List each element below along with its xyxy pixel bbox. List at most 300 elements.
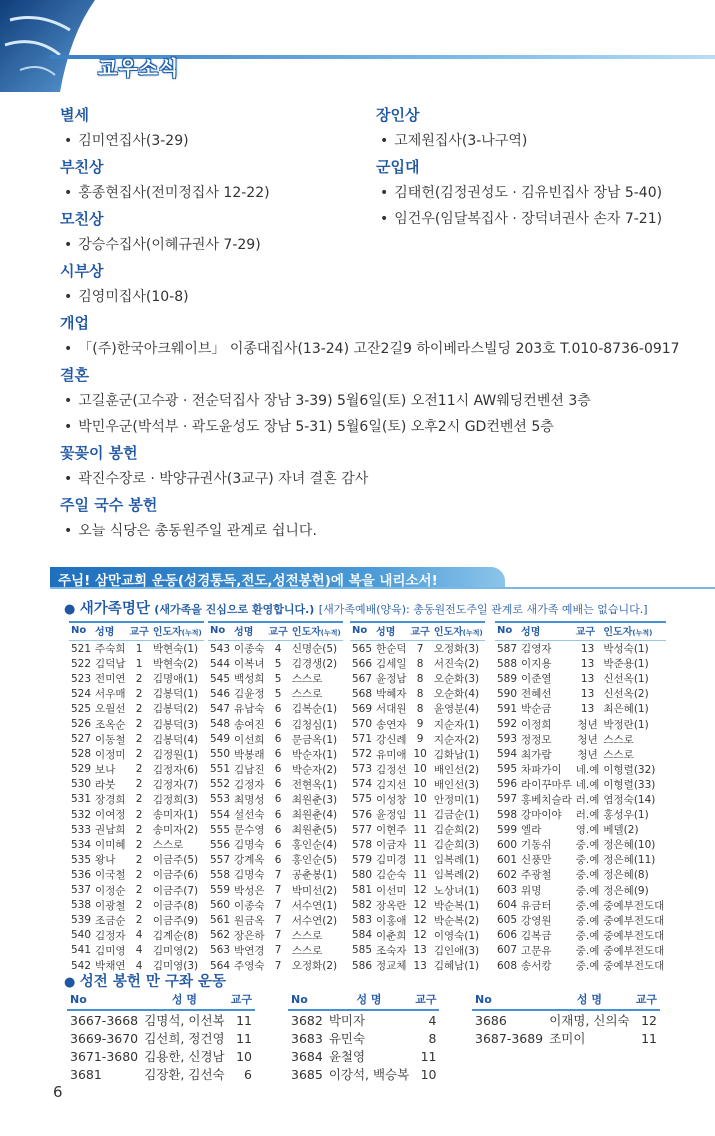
member-row — [208, 792, 343, 807]
member-no: 586 — [352, 959, 373, 972]
member-parish: 중.예 — [575, 899, 600, 912]
member-row — [208, 671, 343, 686]
member-row — [495, 747, 666, 762]
member-guide: 김인애(3) — [433, 944, 480, 957]
member-name: 조옥순 — [95, 718, 126, 731]
member-name: 이국철 — [95, 869, 126, 882]
member-no: 529 — [71, 763, 92, 776]
member-no: 582 — [352, 899, 373, 912]
member-no: 601 — [497, 853, 518, 866]
member-parish: 5 — [274, 687, 282, 700]
member-parish: 중.예 — [575, 914, 600, 927]
member-guide: 정은혜(9) — [603, 884, 649, 897]
member-no: 571 — [352, 733, 373, 746]
member-name: 박순금 — [521, 703, 552, 716]
member-name: 이지용 — [521, 658, 552, 671]
member-name: 김정자 — [234, 778, 265, 791]
member-name: 이선희 — [234, 733, 265, 746]
col-header-parish: 교구 — [633, 991, 660, 1010]
member-name: 김미영 — [95, 944, 126, 957]
member-row — [208, 898, 343, 913]
member-no: 525 — [71, 702, 92, 715]
member-guide: 정은혜(10) — [603, 839, 656, 852]
section-father-in-law-bereavement — [376, 104, 696, 150]
member-name: 송서캉 — [521, 960, 552, 973]
member-row — [208, 807, 343, 822]
member-row — [350, 671, 485, 686]
member-row — [208, 701, 343, 716]
section-heading: 주일 국수 봉헌 — [60, 496, 158, 514]
member-name: 김복금 — [521, 929, 552, 942]
member-row — [350, 928, 485, 943]
member-name: 권남희 — [95, 824, 126, 837]
member-guide: 노상녀(1) — [433, 884, 480, 897]
member-row — [69, 822, 204, 837]
member-name: 박성은 — [234, 884, 265, 897]
member-parish: 10 — [413, 778, 427, 791]
member-no: 524 — [71, 687, 92, 700]
member-parish: 6 — [274, 808, 282, 821]
member-name: 왕나 — [95, 854, 116, 867]
member-parish: 2 — [135, 823, 143, 836]
member-parish: 4 — [274, 642, 282, 655]
member-name: 윤정임 — [376, 809, 407, 822]
member-parish: 중.예 — [575, 869, 600, 882]
member-no: 537 — [71, 884, 92, 897]
member-name: 신풍만 — [521, 854, 552, 867]
member-guide: 오정화(3) — [433, 643, 480, 656]
member-row — [350, 762, 485, 777]
member-name: 강영원 — [521, 914, 552, 927]
member-name: 김윤정 — [234, 688, 265, 701]
member-row — [495, 883, 666, 898]
member-no: 592 — [497, 718, 518, 731]
section-heading: 개업 — [60, 314, 89, 332]
member-row — [208, 686, 343, 701]
offering-parish: 6 — [244, 1066, 252, 1082]
member-no: 564 — [210, 959, 231, 972]
section-item: • 김미연집사(3-29) — [64, 130, 710, 150]
member-guide: 김봉덕(3) — [152, 718, 199, 731]
member-row — [350, 837, 485, 852]
new-family-table-4 — [495, 621, 666, 973]
member-row — [495, 807, 666, 822]
member-rows — [69, 641, 204, 974]
member-parish: 7 — [274, 884, 282, 897]
member-guide: 김경생(2) — [291, 658, 338, 671]
member-no: 587 — [497, 642, 518, 655]
member-row — [495, 656, 666, 671]
member-row — [495, 671, 666, 686]
member-parish: 6 — [274, 793, 282, 806]
member-no: 559 — [210, 884, 231, 897]
member-no: 590 — [497, 687, 518, 700]
member-no: 523 — [71, 672, 92, 685]
member-parish: 영.예 — [575, 824, 600, 837]
temple-rows — [288, 1010, 439, 1083]
member-parish: 6 — [274, 823, 282, 836]
member-no: 600 — [497, 838, 518, 851]
member-no: 579 — [352, 853, 373, 866]
member-parish: 12 — [413, 914, 427, 927]
member-no: 580 — [352, 868, 373, 881]
member-no: 531 — [71, 793, 92, 806]
member-guide: 김순희(2) — [433, 824, 480, 837]
member-parish: 11 — [413, 838, 427, 851]
member-no: 588 — [497, 657, 518, 670]
member-guide: 임복례(1) — [433, 854, 480, 867]
member-row — [350, 913, 485, 928]
offering-parish: 10 — [236, 1048, 252, 1064]
member-parish: 13 — [413, 944, 427, 957]
member-no: 533 — [71, 823, 92, 836]
member-parish: 2 — [135, 838, 143, 851]
section-flower-offering — [60, 442, 710, 488]
member-no: 578 — [352, 838, 373, 851]
member-name: 최명성 — [234, 793, 265, 806]
bullet-icon: ● — [64, 975, 76, 990]
temple-rows — [67, 1010, 255, 1083]
member-row — [208, 837, 343, 852]
member-name: 주광철 — [521, 869, 552, 882]
member-no: 604 — [497, 899, 518, 912]
member-parish: 4 — [135, 959, 143, 972]
member-name: 이선미 — [376, 884, 407, 897]
member-row — [350, 852, 485, 867]
member-no: 597 — [497, 793, 518, 806]
member-parish: 11 — [413, 853, 427, 866]
member-name: 강마이야 — [521, 809, 562, 822]
col-header-no: No — [67, 991, 141, 1010]
member-guide: 중예부전도대 — [603, 960, 665, 973]
member-no: 593 — [497, 733, 518, 746]
col-header-parish: 교구 — [574, 622, 602, 641]
member-row — [495, 732, 666, 747]
member-row — [350, 867, 485, 882]
member-guide: 서수연(1) — [291, 899, 338, 912]
member-no: 535 — [71, 853, 92, 866]
member-guide: 중예부전도대 — [603, 899, 665, 912]
member-row — [208, 822, 343, 837]
col-header-name: 성 명 — [546, 991, 632, 1010]
member-guide: 지순자(2) — [433, 733, 480, 746]
member-name: 김덕남 — [95, 658, 126, 671]
member-name: 기동쉬 — [521, 839, 552, 852]
member-name: 김정자 — [95, 929, 126, 942]
member-parish: 8 — [416, 687, 424, 700]
member-guide: 이금주(9) — [152, 914, 199, 927]
member-parish: 6 — [274, 838, 282, 851]
offering-name: 이재명, 신의숙 — [549, 1013, 630, 1028]
offering-parish: 12 — [641, 1012, 657, 1028]
member-no: 569 — [352, 702, 373, 715]
member-no: 554 — [210, 808, 231, 821]
member-row — [350, 822, 485, 837]
member-row — [69, 762, 204, 777]
offering-name: 김장환, 김선숙 — [144, 1067, 225, 1082]
member-parish: 러.예 — [575, 793, 600, 806]
section-item: • 박민우군(박석부 · 곽도윤성도 장남 5-31) 5월6일(토) 오후2시 GD컨벤션 5층 — [64, 416, 710, 436]
member-no: 544 — [210, 657, 231, 670]
member-no: 603 — [497, 884, 518, 897]
member-guide: 오순화(4) — [433, 688, 480, 701]
member-guide: 홍인순(4) — [291, 839, 338, 852]
member-guide: 이금주(6) — [152, 869, 199, 882]
member-name: 고문유 — [521, 944, 552, 957]
section-item: • 「(주)한국아크웨이브」 이종대집사(13-24) 고잔2길9 하이베라스빌딩 203호 T.010-8736-0917 — [64, 338, 710, 358]
member-guide: 박성숙(1) — [603, 643, 649, 656]
member-parish: 중.예 — [575, 839, 600, 852]
member-row — [495, 762, 666, 777]
member-name: 주숙희 — [95, 643, 126, 656]
offering-no: 3667-3668 — [70, 1012, 139, 1028]
member-no: 589 — [497, 672, 518, 685]
member-no: 521 — [71, 642, 92, 655]
member-row — [350, 958, 485, 973]
section-military-enlistment — [376, 156, 696, 228]
member-no: 541 — [71, 944, 92, 957]
member-name: 서대원 — [376, 703, 407, 716]
member-no: 539 — [71, 914, 92, 927]
member-name: 홍베치슬라 — [521, 793, 572, 806]
col-header-name: 성명 — [374, 622, 408, 641]
member-name: 박연경 — [234, 944, 265, 957]
member-no: 595 — [497, 763, 518, 776]
col-header-guide: 인도자(누적) — [432, 622, 485, 641]
member-no: 545 — [210, 672, 231, 685]
member-name: 이종숙 — [234, 643, 265, 656]
member-row — [495, 701, 666, 716]
member-rows — [495, 641, 666, 974]
member-name: 박봉래 — [234, 748, 265, 761]
member-no: 550 — [210, 748, 231, 761]
member-name: 설선숙 — [234, 809, 265, 822]
offering-no: 3683 — [291, 1030, 323, 1046]
offering-name: 이강석, 백승복 — [328, 1067, 410, 1082]
col-header-parish: 교구 — [266, 622, 289, 641]
member-name: 오월선 — [95, 703, 126, 716]
member-row — [495, 958, 666, 973]
member-parish: 9 — [416, 733, 424, 746]
member-name: 조숙자 — [376, 944, 407, 957]
member-parish: 2 — [135, 733, 143, 746]
col-header-name: 성명 — [93, 622, 127, 641]
member-guide: 박현숙(1) — [152, 643, 199, 656]
member-guide: 박정란(1) — [603, 718, 649, 731]
member-no: 532 — [71, 808, 92, 821]
member-parish: 7 — [274, 868, 282, 881]
member-name: 엘라 — [521, 824, 542, 837]
member-no: 591 — [497, 702, 518, 715]
member-parish: 2 — [135, 778, 143, 791]
member-guide: 김화남(1) — [433, 748, 480, 761]
member-parish: 13 — [413, 959, 427, 972]
member-parish: 중.예 — [575, 854, 600, 867]
col-header-parish: 교구 — [228, 991, 255, 1010]
offering-parish: 10 — [420, 1066, 437, 1082]
member-guide: 염정숙(14) — [603, 793, 656, 806]
member-guide: 중예부전도대 — [603, 929, 665, 942]
member-parish: 8 — [416, 657, 424, 670]
new-family-note: (새가족을 진심으로 환영합니다.) — [154, 603, 315, 616]
member-no: 598 — [497, 808, 518, 821]
offering-parish: 11 — [236, 1012, 252, 1028]
member-name: 이홍애 — [376, 914, 407, 927]
temple-offering-heading — [64, 970, 226, 991]
member-name: 라붓 — [95, 778, 116, 791]
member-guide: 김미영(3) — [152, 960, 199, 973]
member-row — [350, 777, 485, 792]
temple-offering-title: 성전 봉헌 만 구좌 운동 — [79, 974, 227, 990]
new-family-table-1 — [69, 621, 204, 973]
page-title: 교우소식 — [98, 56, 180, 80]
member-row — [208, 883, 343, 898]
member-parish: 러.예 — [575, 809, 600, 822]
member-no: 522 — [71, 657, 92, 670]
member-row — [495, 686, 666, 701]
member-no: 555 — [210, 823, 231, 836]
member-row — [208, 732, 343, 747]
member-row — [69, 732, 204, 747]
member-row — [208, 641, 343, 657]
member-no: 585 — [352, 944, 373, 957]
member-name: 송연자 — [376, 718, 407, 731]
member-name: 이준열 — [521, 673, 552, 686]
member-name: 윤정남 — [376, 673, 407, 686]
member-parish: 10 — [413, 793, 427, 806]
member-parish: 6 — [274, 702, 282, 715]
member-row — [495, 777, 666, 792]
member-name: 이정순 — [95, 884, 126, 897]
member-name: 위명 — [521, 884, 542, 897]
col-header-name: 성 명 — [141, 991, 227, 1010]
member-no: 538 — [71, 899, 92, 912]
member-parish: 7 — [274, 914, 282, 927]
member-name: 서우매 — [95, 688, 126, 701]
section-wedding — [60, 364, 710, 436]
member-parish: 7 — [274, 899, 282, 912]
member-guide: 김계순(8) — [152, 929, 199, 942]
member-parish: 8 — [416, 672, 424, 685]
member-name: 송여진 — [234, 718, 265, 731]
section-heading: 군입대 — [376, 158, 420, 176]
member-name: 이동철 — [95, 733, 126, 746]
member-guide: 신선옥(1) — [603, 673, 649, 686]
member-parish: 2 — [135, 884, 143, 897]
member-name: 강신례 — [376, 733, 407, 746]
member-no: 577 — [352, 823, 373, 836]
col-header-no: No — [472, 991, 546, 1010]
col-header-no: No — [288, 991, 326, 1010]
member-name: 조금순 — [95, 914, 126, 927]
temple-row — [288, 1029, 439, 1047]
member-guide: 정은혜(11) — [603, 854, 656, 867]
member-name: 전미연 — [95, 673, 126, 686]
member-no: 560 — [210, 899, 231, 912]
member-name: 강계옥 — [234, 854, 265, 867]
member-row — [350, 732, 485, 747]
member-guide: 박순복(1) — [433, 899, 480, 912]
member-row — [69, 913, 204, 928]
member-parish: 7 — [274, 959, 282, 972]
member-parish: 7 — [274, 929, 282, 942]
member-no: 573 — [352, 763, 373, 776]
member-parish: 2 — [135, 808, 143, 821]
member-guide: 김청심(1) — [291, 718, 338, 731]
member-parish: 13 — [580, 657, 595, 670]
member-no: 602 — [497, 868, 518, 881]
member-no: 566 — [352, 657, 373, 670]
member-parish: 2 — [135, 868, 143, 881]
member-row — [69, 686, 204, 701]
col-header-no: No — [69, 622, 93, 641]
member-row — [69, 867, 204, 882]
member-row — [69, 792, 204, 807]
temple-row — [67, 1047, 255, 1065]
member-name: 유금터 — [521, 899, 552, 912]
member-guide: 최은혜(1) — [603, 703, 649, 716]
member-rows — [208, 641, 343, 974]
member-guide: 임복례(2) — [433, 869, 480, 882]
member-parish: 중.예 — [575, 960, 600, 973]
member-name: 정정모 — [521, 733, 552, 746]
temple-row — [67, 1010, 255, 1029]
section-heading: 별세 — [60, 106, 89, 124]
offering-parish: 4 — [428, 1012, 437, 1028]
col-header-parish: 교구 — [408, 622, 431, 641]
member-no: 576 — [352, 808, 373, 821]
member-guide: 중예부전도대 — [603, 944, 665, 957]
member-no: 527 — [71, 733, 92, 746]
member-row — [350, 883, 485, 898]
member-row — [208, 943, 343, 958]
member-name: 라이꾸마루 — [521, 778, 572, 791]
member-name: 유남숙 — [234, 703, 265, 716]
member-row — [350, 686, 485, 701]
temple-row — [472, 1010, 660, 1029]
member-name: 이미혜 — [95, 839, 126, 852]
member-parish: 2 — [135, 853, 143, 866]
member-no: 534 — [71, 838, 92, 851]
member-row — [69, 943, 204, 958]
member-row — [350, 807, 485, 822]
member-row — [350, 747, 485, 762]
member-name: 김세일 — [376, 658, 407, 671]
member-parish: 2 — [135, 793, 143, 806]
member-parish: 13 — [580, 702, 595, 715]
member-no: 558 — [210, 868, 231, 881]
member-parish: 12 — [413, 899, 427, 912]
member-guide: 김정원(1) — [152, 748, 199, 761]
member-row — [208, 928, 343, 943]
col-header-no: No — [208, 622, 232, 641]
member-name: 장옥란 — [376, 899, 407, 912]
member-guide: 박현숙(2) — [152, 658, 199, 671]
member-no: 536 — [71, 868, 92, 881]
member-guide: 김봉덕(4) — [152, 733, 199, 746]
temple-row — [67, 1029, 255, 1047]
member-parish: 중.예 — [575, 884, 600, 897]
member-guide: 이형렬(32) — [603, 763, 656, 776]
member-guide: 최원춘(4) — [291, 809, 338, 822]
member-guide: 배인선(2) — [433, 763, 480, 776]
section-heading: 모친상 — [60, 210, 104, 228]
col-header-guide: 인도자(누적) — [290, 622, 343, 641]
member-no: 583 — [352, 914, 373, 927]
member-parish: 2 — [135, 914, 143, 927]
member-row — [69, 807, 204, 822]
member-row — [495, 913, 666, 928]
